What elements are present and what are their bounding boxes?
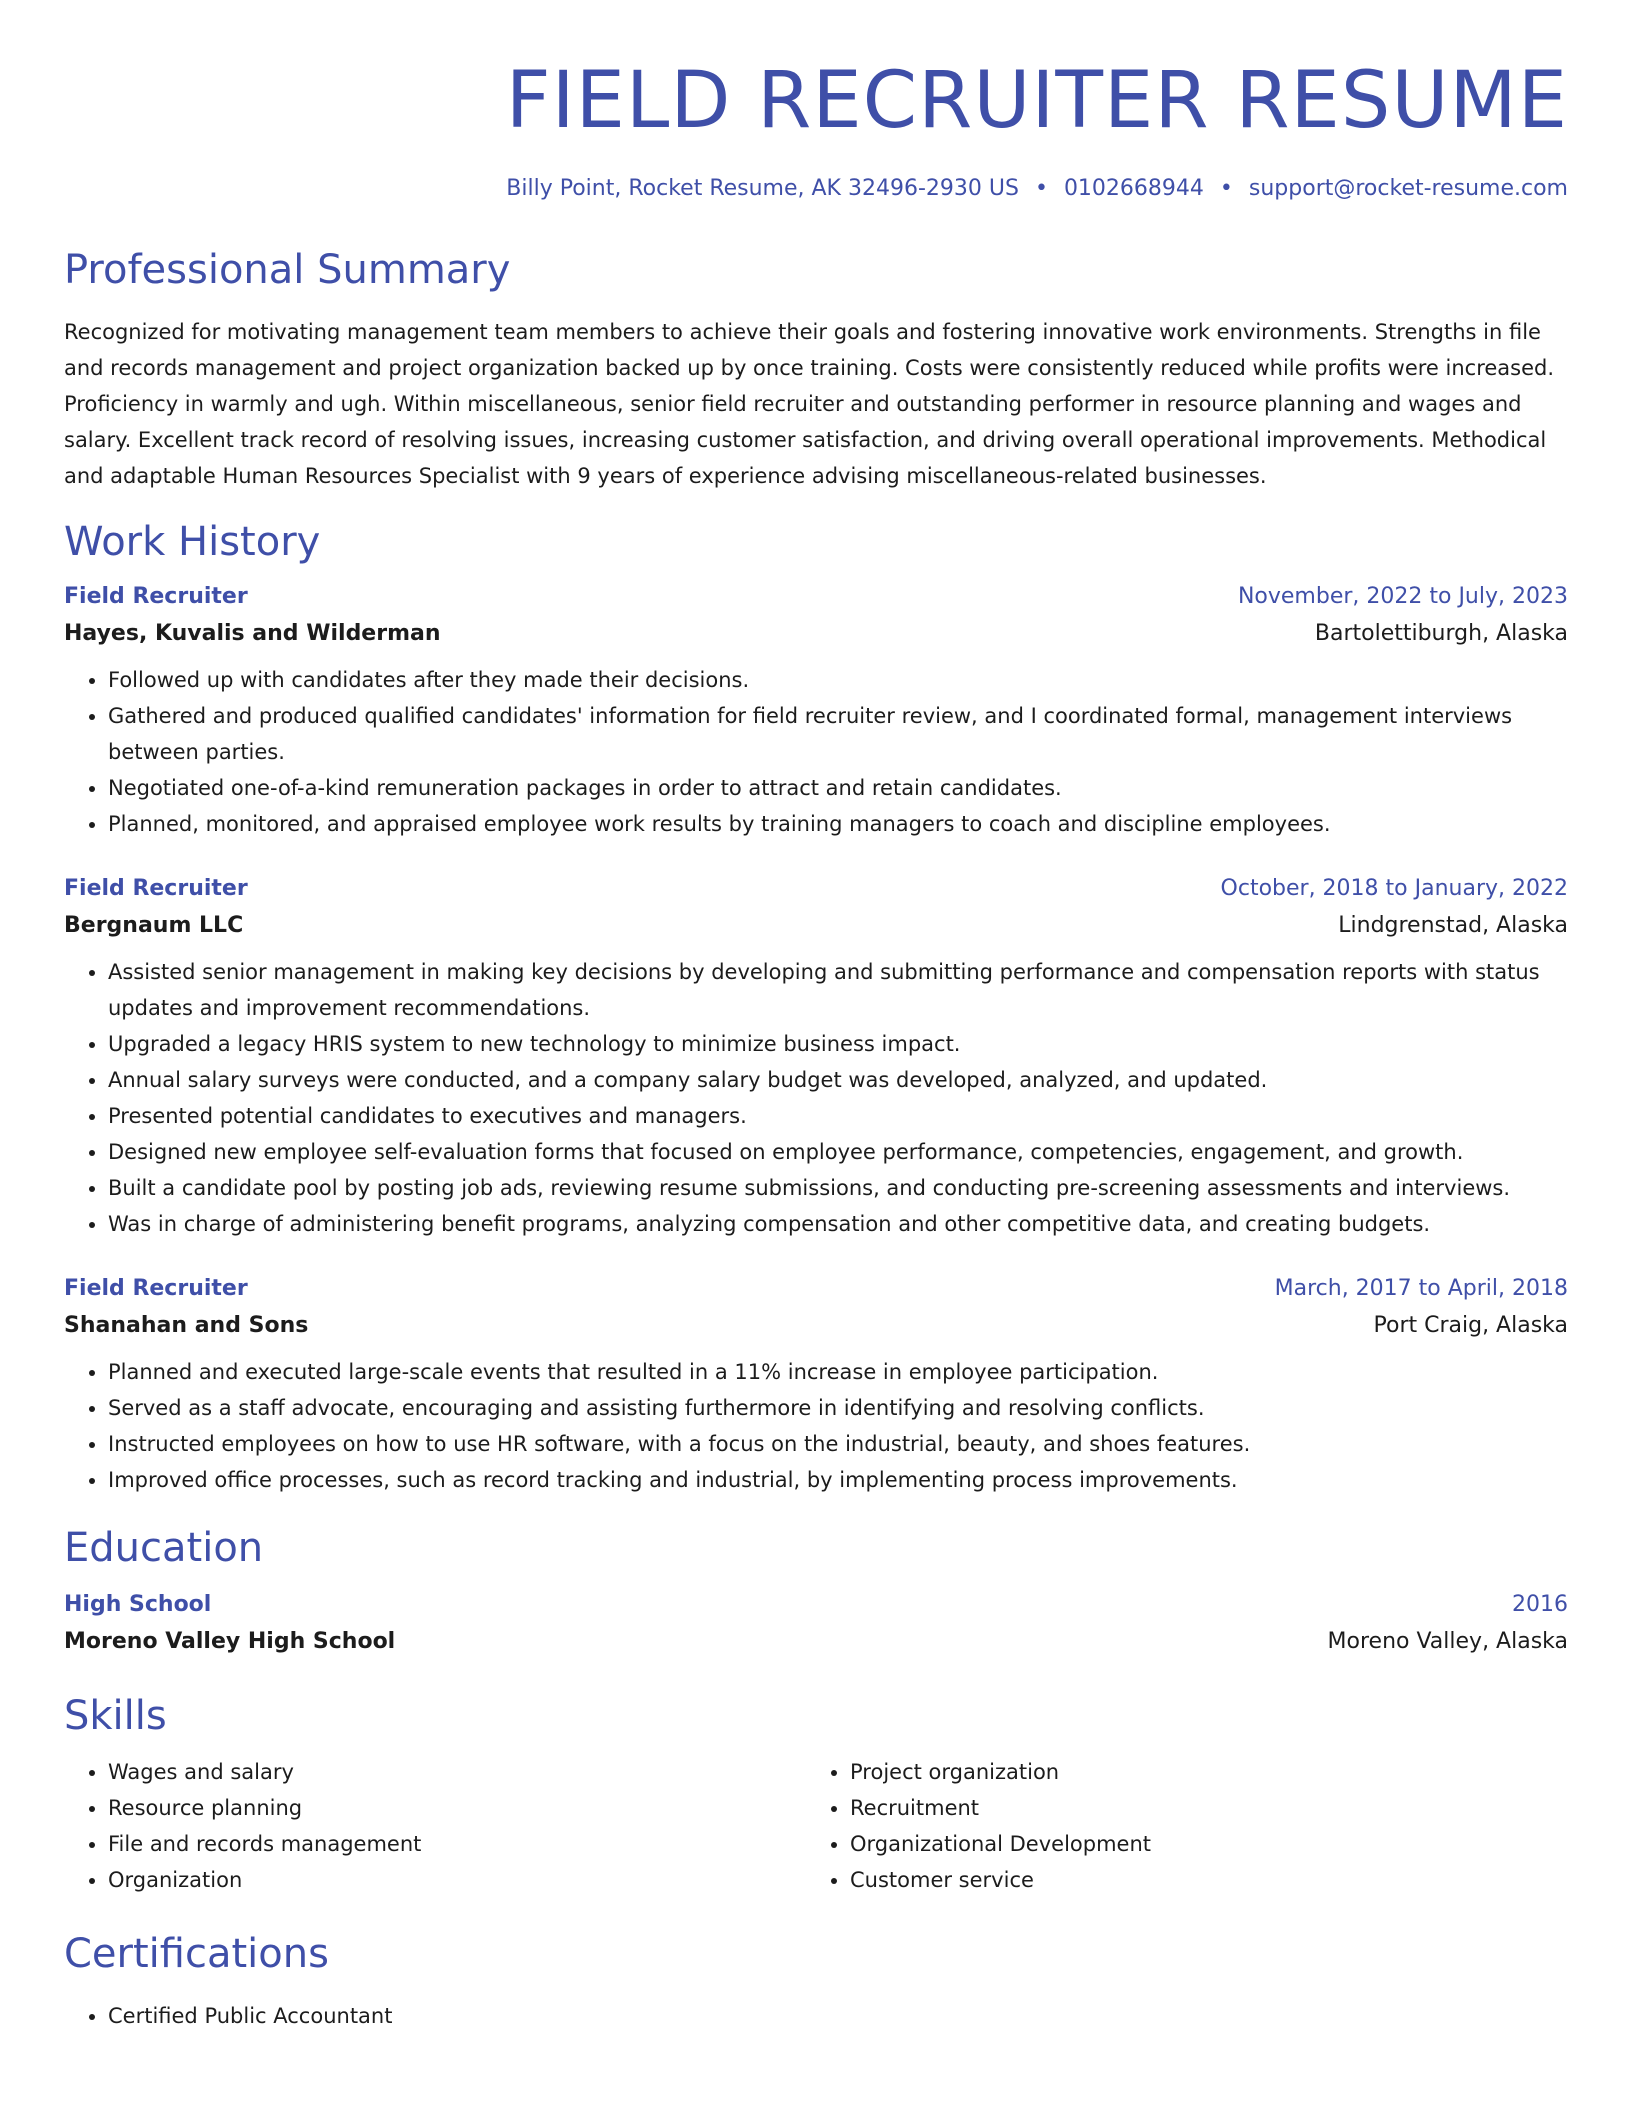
contact-separator: •: [1219, 176, 1233, 201]
school-name: Moreno Valley High School: [64, 1629, 396, 1654]
job-bullet: • Presented potential candidates to executives and managers.: [108, 1098, 1568, 1134]
job-bullets: [64, 1354, 1568, 1498]
skills-heading: Skills: [64, 1693, 167, 1739]
certifications-heading: Certifications: [64, 1931, 329, 1977]
job-bullet: • Served as a staff advocate, encouraging and assisting furthermore in identifying and resolving conflicts.: [108, 1390, 1568, 1426]
contact-separator: •: [1034, 176, 1048, 201]
job-location: Port Craig, Alaska: [1373, 1313, 1568, 1338]
skill-item: • Organizational Development: [850, 1826, 1548, 1862]
certifications-list: [64, 1998, 1568, 2034]
job-bullet: • Planned and executed large-scale events that resulted in a 11% increase in employee participation.: [108, 1354, 1568, 1390]
skill-item: • Organization: [108, 1862, 806, 1898]
school-location: Moreno Valley, Alaska: [1327, 1629, 1568, 1654]
job-bullet: • Assisted senior management in making key decisions by developing and submitting performance and compensation reports with status updates and improvement recommendations.: [108, 954, 1568, 1026]
job-entry: [64, 584, 1568, 842]
contact-email: support@rocket-resume.com: [1248, 176, 1568, 201]
skill-item: • Customer service: [850, 1862, 1548, 1898]
summary-text: Recognized for motivating management team members to achieve their goals and fostering innovative work environments. Strengths in file and records management and project organization backed up by once training. Costs were consistently reduced while profits were increased. Proficiency in warmly and ugh. Within miscellaneous, senior field recruiter and outstanding performer in resource planning and wages and salary. Excellent track record of resolving issues, increasing customer satisfaction, and driving overall operational improvements. Methodical and adaptable Human Resources Specialist with 9 years of experience advising miscellaneous-related businesses.: [64, 320, 1555, 488]
contact-line: [64, 178, 1568, 200]
summary-heading: Professional Summary: [64, 247, 511, 293]
job-bullets: [64, 954, 1568, 1242]
skill-item: • File and records management: [108, 1826, 806, 1862]
skill-item: • Wages and salary: [108, 1754, 806, 1790]
job-bullet: • Followed up with candidates after they made their decisions.: [108, 662, 1568, 698]
job-title: Field Recruiter: [64, 876, 248, 901]
job-dates: March, 2017 to April, 2018: [1274, 1276, 1568, 1301]
job-bullet: • Negotiated one-of-a-kind remuneration packages in order to attract and retain candidates.: [108, 770, 1568, 806]
contact-phone: 0102668944: [1063, 176, 1204, 201]
resume-title: FIELD RECRUITER RESUME: [505, 56, 1568, 146]
job-title: Field Recruiter: [64, 1276, 248, 1301]
education-entry: [64, 1592, 1568, 1654]
job-bullet: • Built a candidate pool by posting job ads, reviewing resume submissions, and conducting pre-screening assessments and interviews.: [108, 1170, 1568, 1206]
skills-list: [64, 1754, 1568, 1898]
job-bullet: • Upgraded a legacy HRIS system to new technology to minimize business impact.: [108, 1026, 1568, 1062]
skills-column-left: [64, 1754, 806, 1898]
work-history-heading: Work History: [64, 519, 321, 565]
contact-address: Billy Point, Rocket Resume, AK 32496-2930 US: [506, 176, 1019, 201]
job-entry: [64, 876, 1568, 1242]
job-bullets: [64, 662, 1568, 842]
skills-column-right: [806, 1754, 1548, 1898]
company-name: Bergnaum LLC: [64, 913, 244, 938]
certification-item: • Certified Public Accountant: [108, 1998, 1568, 2034]
job-dates: October, 2018 to January, 2022: [1220, 876, 1568, 901]
skill-item: • Project organization: [850, 1754, 1548, 1790]
job-location: Lindgrenstad, Alaska: [1338, 913, 1568, 938]
skill-item: • Recruitment: [850, 1790, 1548, 1826]
company-name: Hayes, Kuvalis and Wilderman: [64, 621, 441, 646]
job-title: Field Recruiter: [64, 584, 248, 609]
education-year: 2016: [1512, 1592, 1568, 1617]
education-degree: High School: [64, 1592, 212, 1617]
job-bullet: • Annual salary surveys were conducted, and a company salary budget was developed, analyzed, and updated.: [108, 1062, 1568, 1098]
job-location: Bartolettiburgh, Alaska: [1314, 621, 1568, 646]
skill-item: • Resource planning: [108, 1790, 806, 1826]
job-bullet: • Improved office processes, such as record tracking and industrial, by implementing process improvements.: [108, 1462, 1568, 1498]
job-bullet: • Was in charge of administering benefit programs, analyzing compensation and other competitive data, and creating budgets.: [108, 1206, 1568, 1242]
company-name: Shanahan and Sons: [64, 1313, 309, 1338]
job-bullet: • Instructed employees on how to use HR software, with a focus on the industrial, beauty, and shoes features.: [108, 1426, 1568, 1462]
job-bullet: • Planned, monitored, and appraised employee work results by training managers to coach and discipline employees.: [108, 806, 1568, 842]
job-bullet: • Designed new employee self-evaluation forms that focused on employee performance, competencies, engagement, and growth.: [108, 1134, 1568, 1170]
job-entry: [64, 1276, 1568, 1498]
education-heading: Education: [64, 1525, 264, 1571]
job-dates: November, 2022 to July, 2023: [1237, 584, 1568, 609]
job-bullet: • Gathered and produced qualified candidates' information for field recruiter review, and I coordinated formal, management interviews between parties.: [108, 698, 1568, 770]
